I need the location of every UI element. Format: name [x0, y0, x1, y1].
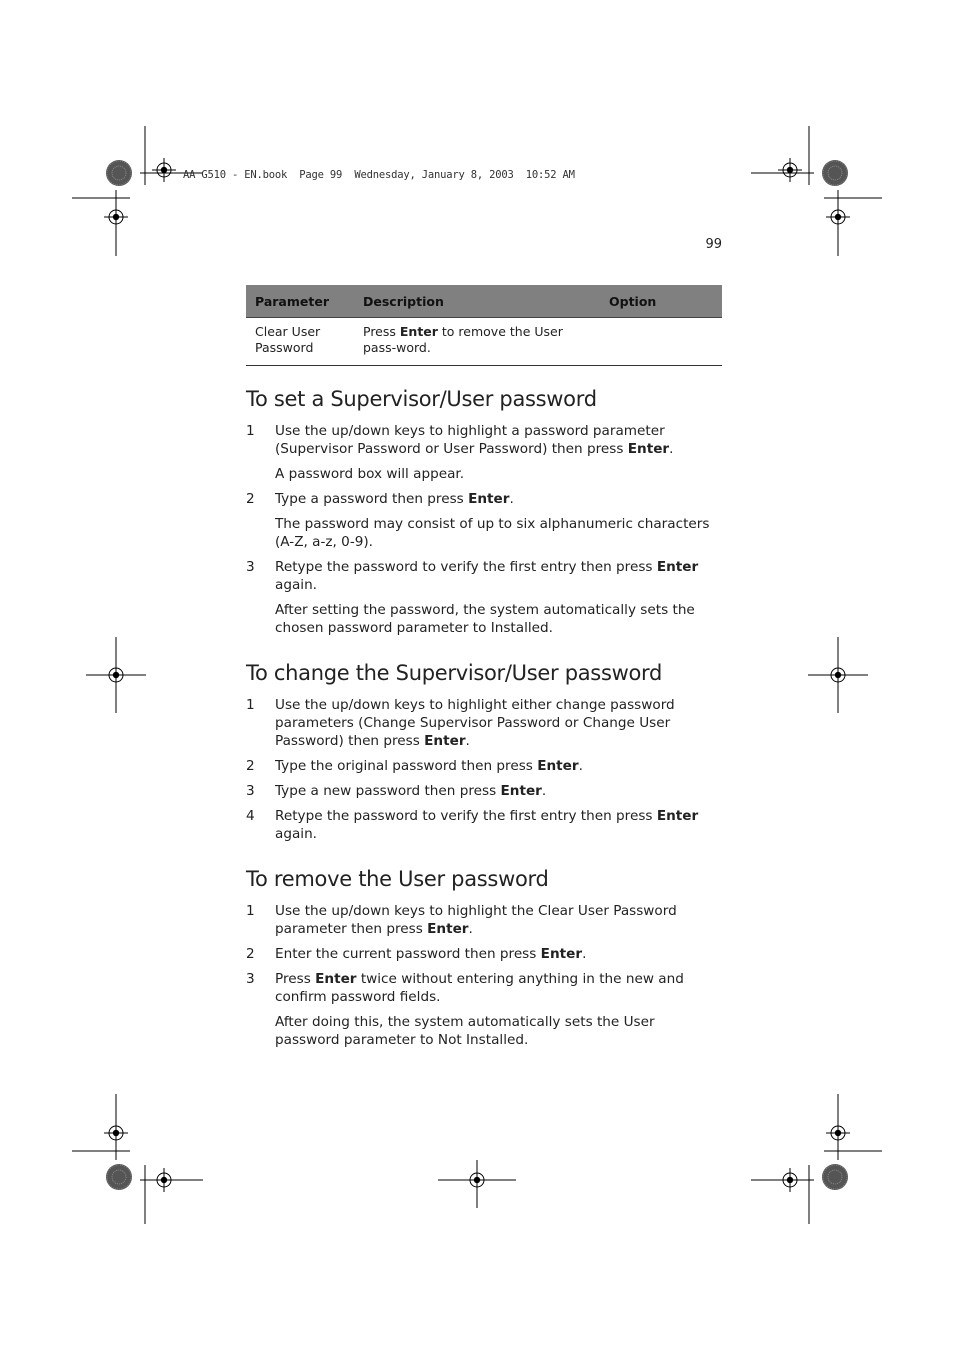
parameter-table: [246, 285, 722, 366]
step-number: 3: [246, 783, 255, 799]
step-number: 2: [246, 758, 255, 774]
list-item: 2 Type a password then press Enter. The password may consist of up to six alphanumeric characters (A-Z, a-z, 0-9).: [246, 490, 722, 551]
step-number: 3: [246, 559, 255, 575]
step-number: 1: [246, 423, 255, 439]
cell-option: [600, 318, 722, 366]
step-note: After setting the password, the system automatically sets the chosen password parameter to Installed.: [275, 602, 695, 636]
step-list: [246, 696, 722, 843]
section-change-password: [246, 661, 722, 843]
page-body: [246, 285, 722, 1049]
step-number: 1: [246, 697, 255, 713]
list-item: 2 Enter the current password then press Enter.: [246, 946, 587, 962]
color-target-icon: [822, 160, 848, 186]
color-target-icon: [106, 1164, 132, 1190]
step-note: After doing this, the system automatically sets the User password parameter to Not Installed.: [275, 1014, 655, 1048]
list-item: 3 Type a new password then press Enter.: [246, 783, 547, 799]
cell-parameter: Clear User Password: [246, 318, 354, 366]
step-note: The password may consist of up to six alphanumeric characters (A-Z, a-z, 0-9).: [275, 516, 710, 550]
list-item: 1 Use the up/down keys to highlight the Clear User Password parameter then press Enter.: [246, 903, 677, 937]
column-header-option: Option: [600, 285, 722, 318]
step-list: [246, 902, 722, 1049]
section-remove-password: [246, 867, 722, 1049]
step-number: 3: [246, 971, 255, 987]
color-target-icon: [106, 160, 132, 186]
list-item: 3 Press Enter twice without entering anything in the new and confirm password fields. After doing this, the system automatically sets the User password parameter to Not Installed.: [246, 970, 722, 1049]
step-list: [246, 422, 722, 637]
list-item: 3 Retype the password to verify the first entry then press Enter again. After setting the password, the system automatically sets the chosen password parameter to Installed.: [246, 558, 722, 637]
table-header-row: [246, 285, 722, 318]
table-row: [246, 318, 722, 366]
page-number: 99: [705, 237, 722, 252]
print-slug: AA G510 - EN.book Page 99 Wednesday, January 8, 2003 10:52 AM: [183, 169, 575, 181]
step-number: 1: [246, 903, 255, 919]
column-header-parameter: Parameter: [246, 285, 354, 318]
list-item: 4 Retype the password to verify the first entry then press Enter again.: [246, 808, 699, 842]
list-item: 2 Type the original password then press Enter.: [246, 758, 583, 774]
column-header-description: Description: [354, 285, 600, 318]
list-item: 1 Use the up/down keys to highlight either change password parameters (Change Supervisor Password or Change User Password) then press Enter.: [246, 697, 675, 749]
step-number: 2: [246, 946, 255, 962]
step-number: 2: [246, 491, 255, 507]
step-note: A password box will appear.: [275, 466, 465, 482]
cell-description: Press Enter to remove the User pass-word.: [354, 318, 600, 366]
section-heading: To set a Supervisor/User password: [246, 387, 597, 411]
section-heading: To remove the User password: [246, 867, 549, 891]
color-target-icon: [822, 1164, 848, 1190]
list-item: 1 Use the up/down keys to highlight a password parameter (Supervisor Password or User Password) then press Enter. A password box will appear.: [246, 422, 722, 483]
step-number: 4: [246, 808, 255, 824]
section-set-password: [246, 387, 722, 637]
section-heading: To change the Supervisor/User password: [246, 661, 663, 685]
